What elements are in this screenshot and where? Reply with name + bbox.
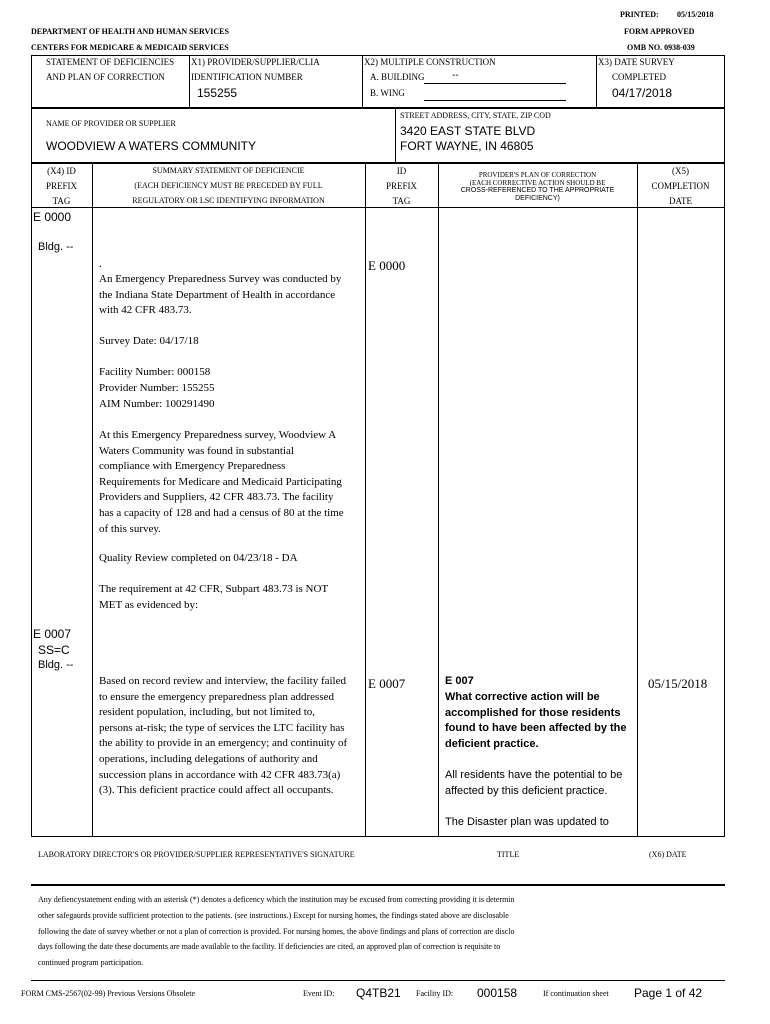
facility-id-label: Facility ID: <box>416 989 454 998</box>
building-label: A. BUILDING <box>370 72 425 82</box>
x5-header-3: DATE <box>669 196 692 206</box>
x3-label: X3) DATE SURVEY <box>598 57 675 67</box>
summary-header-2: (EACH DEFICIENCY MUST BE PRECEDED BY FULL <box>134 181 323 190</box>
id-header-3: TAG <box>392 196 411 206</box>
form-number: FORM CMS-2567(02-99) Previous Versions Obsolete <box>21 989 196 998</box>
requirement-statement: The requirement at 42 CFR, Subpart 483.73 is NOT MET as evidenced by: <box>99 583 328 611</box>
provider-number: Provider Number: 155255 <box>99 382 215 394</box>
deficiency-tag-e0000: E 0000 <box>33 210 72 224</box>
completion-date: 05/15/2018 <box>648 676 708 691</box>
x1-sublabel: IDENTIFICATION NUMBER <box>191 72 303 82</box>
id-tag-e0000: E 0000 <box>368 258 406 273</box>
statement-label-2: AND PLAN OF CORRECTION <box>46 72 165 82</box>
continuation-label: If continuation sheet <box>543 989 609 998</box>
printed-date: 05/15/2018 <box>677 10 714 19</box>
x6-date-label: (X6) DATE <box>649 850 687 859</box>
x2-label: X2) MULTIPLE CONSTRUCTION <box>364 57 496 67</box>
building-tag-1: Bldg. -- <box>38 241 74 253</box>
plan-answer: All residents have the potential to be affected by this deficient practice. <box>445 769 623 797</box>
plan-question: What corrective action will be accomplished for those residents found to have been affected by the deficient practice. <box>445 691 627 750</box>
omb-number: OMB NO. 0938-039 <box>627 43 695 52</box>
address-line-2: FORT WAYNE, IN 46805 <box>400 139 534 153</box>
plan-header-4: DEFICIENCY) <box>515 195 560 202</box>
summary-header-3: REGULATORY OR LSC IDENTIFYING INFORMATION <box>132 196 325 205</box>
disclaimer-line-2: other safegaurds provide sufficient protection to the patients. (see instructions.) Except for nursing homes, the findings stated above are disclosable <box>38 911 509 920</box>
provider-id-value: 155255 <box>197 86 238 100</box>
x3-sublabel: COMPLETED <box>612 72 666 82</box>
survey-date: Survey Date: 04/17/18 <box>99 335 199 347</box>
signature-label: LABORATORY DIRECTOR'S OR PROVIDER/SUPPLIER REPRESENTATIVE'S SIGNATURE <box>38 850 355 859</box>
survey-intro-paragraph: An Emergency Preparedness Survey was conducted by the Indiana State Department of Health in accordance with 42 CFR 483.73. <box>99 273 342 317</box>
disclaimer-line-4: days following the date these documents are made available to the facility. If deficiencies are cited, an approved plan of correction is requisite to <box>38 942 501 951</box>
x4-header-2: PREFIX <box>45 181 77 191</box>
top-border <box>31 55 725 56</box>
facility-number: Facility Number: 000158 <box>99 366 211 378</box>
quality-review: Quality Review completed on 04/23/18 - DA <box>99 552 298 564</box>
statement-label-1: STATEMENT OF DEFICIENCIES <box>46 57 175 67</box>
printed-label: PRINTED: <box>620 10 659 19</box>
x5-header-2: COMPLETION <box>651 181 710 191</box>
address-label: STREET ADDRESS, CITY, STATE, ZIP COD <box>400 111 551 120</box>
x1-label: X1) PROVIDER/SUPPLIER/CLIA <box>191 57 320 67</box>
disclaimer-line-3: following the date of survey whether or not a plan of correction is provided. For nursing homes, the above findings and plans of correction are disclo <box>38 927 515 936</box>
compliance-paragraph: At this Emergency Preparedness survey, Woodview A Waters Community was found in substantial compliance with Emergency Preparedness Requirements for Medicare and Medicaid Participating Providers and Suppliers, 42 CFR 483.73. The facility has a capacity of 128 and had a census of 80 at the time of this survey. <box>99 429 344 535</box>
dot-marker: . <box>99 258 102 270</box>
survey-completed-date: 04/17/2018 <box>612 86 673 100</box>
finding-paragraph: Based on record review and interview, the facility failed to ensure the emergency preparedness plan addressed resident population, including, but not limited to, persons at-risk; the type of services the LTC facility has the ability to provide in an emergency; and continuity of operations, including delegations of authority and succession plans in accordance with 42 CFR 483.73(a)(3). This deficient practice could affect all occupants. <box>99 675 348 797</box>
plan-tag: E 007 <box>445 675 474 687</box>
id-header-1: ID <box>396 166 407 176</box>
title-label: TITLE <box>497 850 520 859</box>
wing-label: B. WING <box>370 88 405 98</box>
plan-update: The Disaster plan was updated to <box>445 816 609 828</box>
plan-header-2: (EACH CORRECTIVE ACTION SHOULD BE <box>469 179 606 187</box>
plan-header-1: PROVIDER'S PLAN OF CORRECTION <box>478 171 597 179</box>
building-value: -- <box>452 70 459 81</box>
x4-header-3: TAG <box>52 196 71 206</box>
plan-header-3: CROSS-REFERENCED TO THE APPROPRIATE <box>460 187 615 194</box>
page-number: Page 1 of 42 <box>634 986 703 1000</box>
aim-number: AIM Number: 100291490 <box>99 398 215 410</box>
deficiency-tag-e0007: E 0007 <box>33 627 72 641</box>
id-tag-e0007: E 0007 <box>368 676 406 691</box>
disclaimer-line-1: Any defiencystatement ending with an asterisk (*) denotes a deficency which the institution may be excused from correcting providing it is determin <box>38 895 515 904</box>
summary-header-1: SUMMARY STATEMENT OF DEFICIENCIE <box>152 166 305 175</box>
provider-name-value: WOODVIEW A WATERS COMMUNITY <box>46 139 256 153</box>
centers-title: CENTERS FOR MEDICARE & MEDICAID SERVICES <box>31 43 229 52</box>
event-id-value: Q4TB21 <box>356 986 401 1000</box>
x5-header-1: (X5) <box>672 166 689 176</box>
department-title: DEPARTMENT OF HEALTH AND HUMAN SERVICES <box>31 27 229 36</box>
x4-header-1: (X4) ID <box>47 166 76 176</box>
facility-id-value: 000158 <box>477 986 518 1000</box>
address-line-1: 3420 EAST STATE BLVD <box>400 124 536 138</box>
form-approved: FORM APPROVED <box>624 27 695 36</box>
id-header-2: PREFIX <box>385 181 417 191</box>
provider-name-label: NAME OF PROVIDER OR SUPPLIER <box>46 119 176 128</box>
event-id-label: Event ID: <box>303 989 335 998</box>
disclaimer-line-5: continued program participation. <box>38 958 144 967</box>
building-tag-2: Bldg. -- <box>38 659 74 671</box>
scope-severity: SS=C <box>38 643 70 657</box>
